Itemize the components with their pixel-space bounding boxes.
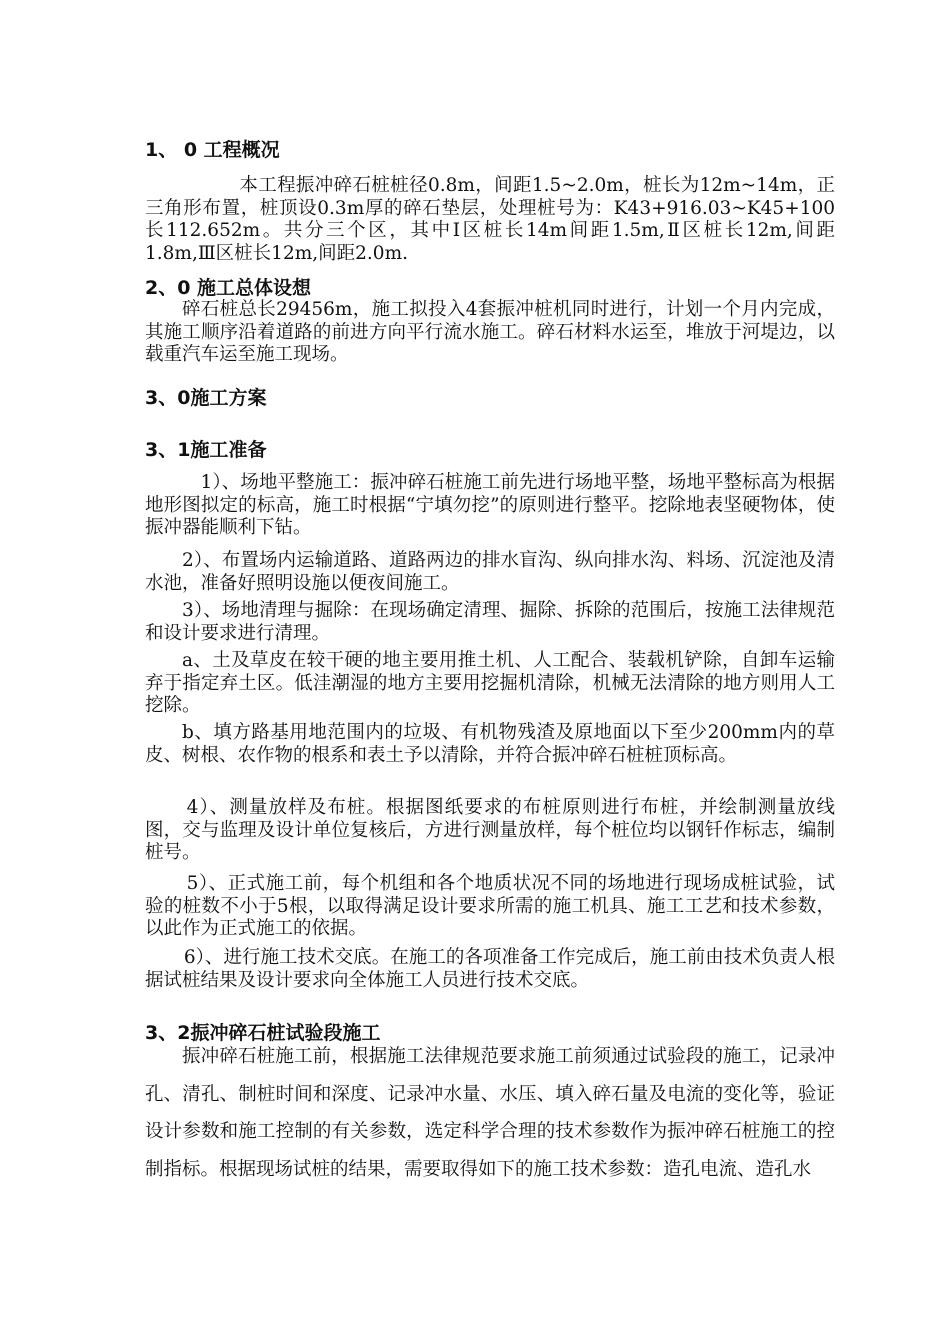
- prep-item-b: b、填方路基用地范围内的垃圾、有机物残渣及原地面以下至少200mm内的草皮、树根、农作物的根系和表土予以清除，并符合振冲碎石桩桩顶标高。: [145, 722, 835, 766]
- section-3-1-heading: 3、1施工准备: [145, 439, 267, 461]
- section-2-heading: 2、0 施工总体设想: [145, 277, 312, 299]
- prep-item-1: 1）、场地平整施工：振冲碎石桩施工前先进行场地平整，场地平整标高为根据地形图拟定的标高，施工时根据“宁填勿挖”的原则进行整平。挖除地表坚硬物体，使振冲器能顺利下钻。: [145, 472, 835, 538]
- prep-item-2: 2）、布置场内运输道路、道路两边的排水盲沟、纵向排水沟、料场、沉淀池及清水池，准备好照明设施以便夜间施工。: [145, 550, 835, 594]
- prep-item-3: 3）、场地清理与掘除：在现场确定清理、掘除、拆除的范围后，按施工法律规范和设计要求进行清理。: [145, 600, 835, 644]
- section-2-paragraph: 碎石桩总长29456m，施工拟投入4套振冲桩机同时进行，计划一个月内完成，其施工顺序沿着道路的前进方向平行流水施工。碎石材料水运至，堆放于河堤边，以载重汽车运至施工现场。: [145, 299, 835, 365]
- prep-item-5: 5）、正式施工前，每个机组和各个地质状况不同的场地进行现场成桩试验，试验的桩数不小于5根，以取得满足设计要求所需的施工机具、施工工艺和技术参数，以此作为正式施工的依据。: [145, 873, 835, 939]
- section-1-heading: 1、 0 工程概况: [145, 139, 280, 161]
- section-3-2-paragraph: 振冲碎石桩施工前，根据施工法律规范要求施工前须通过试验段的施工，记录冲孔、清孔、制桩时间和深度、记录冲水量、水压、填入碎石量及电流的变化等，验证设计参数和施工控制的有关参数，选定科学合理的技术参数作为振冲碎石桩施工的控制指标。根据现场试桩的结果，需要取得如下的施工技术参数：造孔电流、造孔水: [145, 1046, 835, 1180]
- prep-item-4: 4）、测量放样及布桩。根据图纸要求的布桩原则进行布桩，并绘制测量放线图，交与监理及设计单位复核后，方进行测量放样，每个桩位均以钢钎作标志，编制桩号。: [145, 797, 835, 863]
- prep-item-a: a、土及草皮在较干硬的地主要用推土机、人工配合、装载机铲除，自卸车运输弃于指定弃土区。低洼潮湿的地方主要用挖掘机清除，机械无法清除的地方则用人工挖除。: [145, 650, 835, 716]
- section-3-2-heading: 3、2振冲碎石桩试验段施工: [145, 1022, 381, 1044]
- prep-item-6: 6）、进行施工技术交底。在施工的各项准备工作完成后，施工前由技术负责人根据试桩结果及设计要求向全体施工人员进行技术交底。: [145, 947, 835, 991]
- section-1-paragraph: 本工程振冲碎石桩桩径0.8m，间距1.5~2.0m，桩长为12m~14m，正三角形布置，桩顶设0.3m厚的碎石垫层，处理桩号为：K43+916.03~K45+100长112.652m。共分三个区，其中Ⅰ区桩长14m间距1.5m,Ⅱ区桩长12m,间距1.8m,Ⅲ区桩长12m,间距2.0m.: [145, 175, 835, 264]
- section-3-heading: 3、0施工方案: [145, 387, 267, 409]
